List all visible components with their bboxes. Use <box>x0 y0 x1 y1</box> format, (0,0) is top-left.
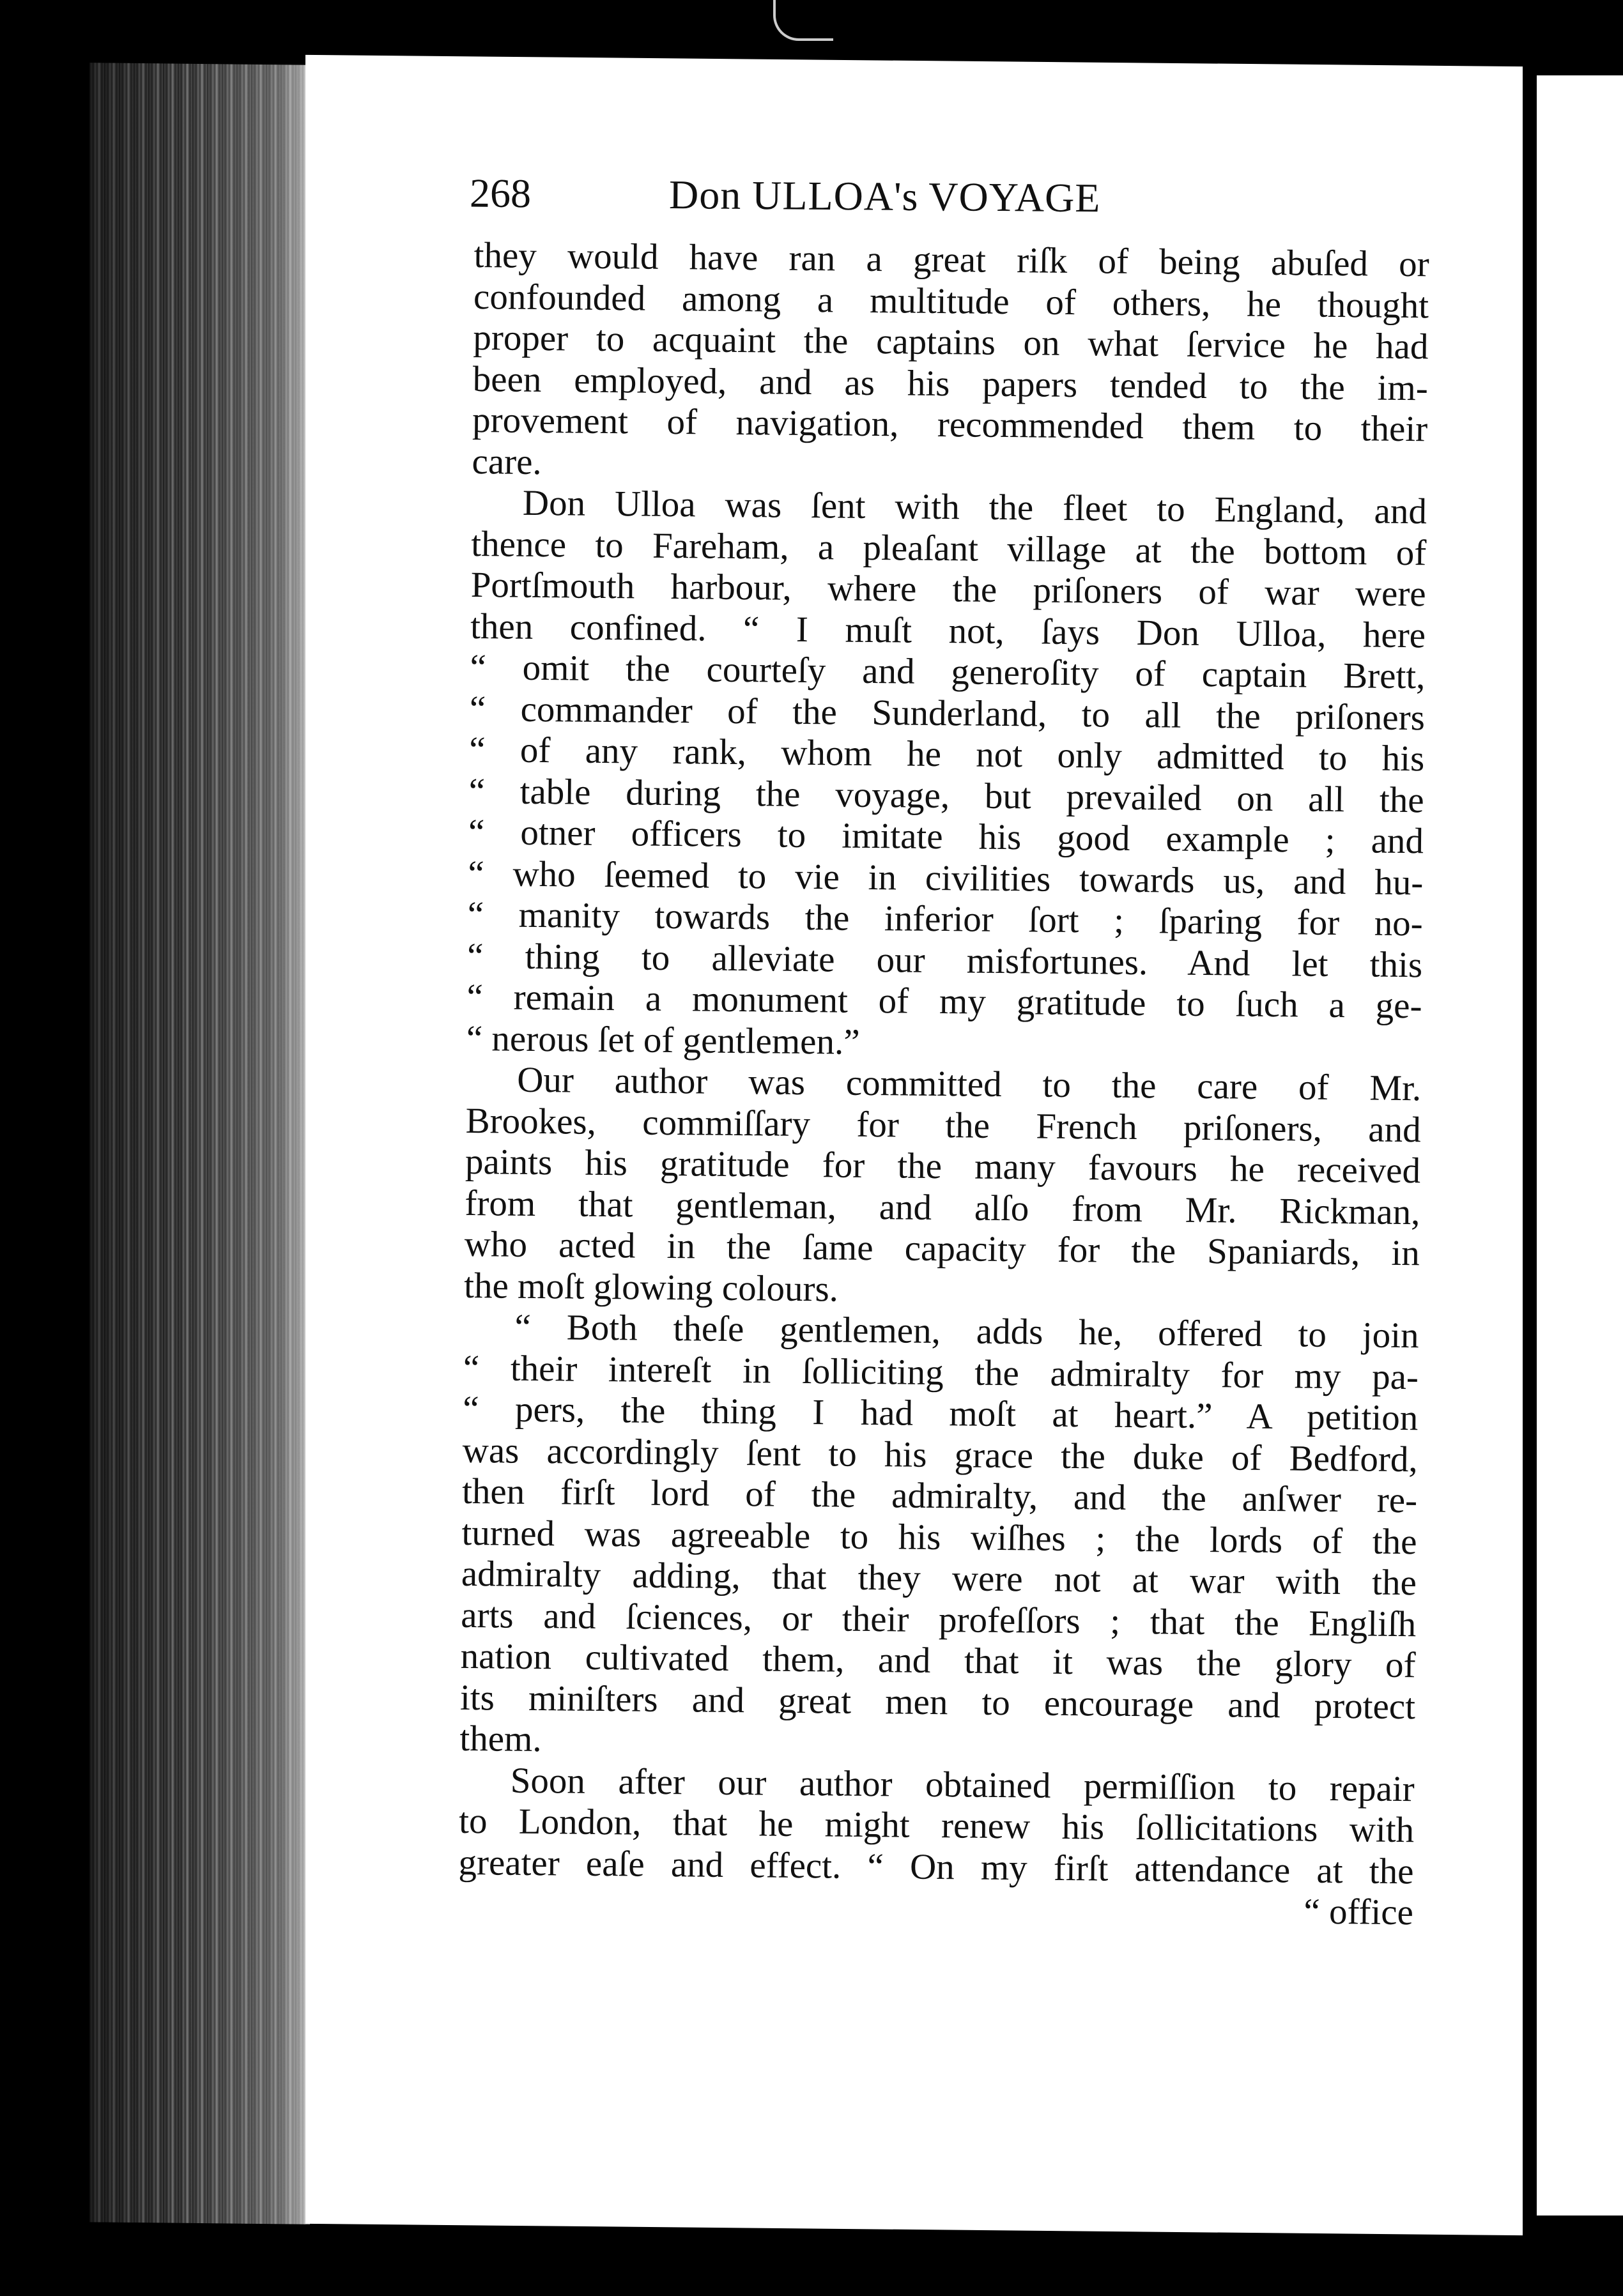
text-line: its miniſters and great men to encourage and protect <box>459 1677 1416 1727</box>
text-line: the moſt glowing colours. <box>463 1265 839 1310</box>
text-line: “ thing to alleviate our misfortunes. And let this <box>466 935 1423 985</box>
text-line: was accordingly ſent to his grace the duke of Bedford, <box>462 1430 1418 1480</box>
text-line: Brookes, commiſſary for the French priſoners, and <box>465 1100 1421 1150</box>
text-line: care. <box>472 441 542 482</box>
text-line: then confined. “ I muſt not, ſays Don Ulloa, here <box>470 606 1426 655</box>
text-line: paints his gratitude for the many favours he received <box>465 1141 1421 1191</box>
text-line: “ manity towards the inferior ſort ; ſparing for no- <box>467 894 1424 944</box>
text-line: Portſmouth harbour, where the priſoners of war were <box>470 564 1426 615</box>
page-number: 268 <box>469 170 532 217</box>
text-line: to London, that he might renew his ſollicitations with <box>458 1800 1415 1851</box>
text-line: “ commander of the Sunderland, to all the priſoners <box>469 688 1426 738</box>
text-line: them. <box>459 1718 542 1760</box>
catchword: “ office <box>1304 1891 1414 1933</box>
running-head <box>470 168 1358 226</box>
text-line: admiralty adding, that they were not at war with the <box>461 1553 1417 1603</box>
book-gutter <box>1523 70 1538 2230</box>
text-line: “ nerous ſet of gentlemen.” <box>466 1018 860 1062</box>
text-line: “ otner officers to imitate his good example ; and <box>468 811 1424 862</box>
text-line: from that gentleman, and alſo from Mr. Rickman, <box>465 1182 1420 1232</box>
text-line: they would have ran a great riſk of being abuſed or <box>473 235 1429 285</box>
text-line: Our author was committed to the care of Mr. <box>517 1059 1422 1109</box>
running-head-title: Don ULLOA's VOYAGE <box>668 171 1101 221</box>
text-line: “ of any rank, whom he not only admitted to his <box>468 729 1425 779</box>
text-line: “ table during the voyage, but prevailed on all the <box>468 770 1424 820</box>
text-line: nation cultivated them, and that it was the glory of <box>460 1635 1416 1686</box>
text-line: Don Ulloa was ſent with the fleet to England, and <box>522 482 1427 532</box>
text-line: “ pers, the thing I had moſt at heart.” A petition <box>463 1388 1419 1439</box>
text-line: “ remain a monument of my gratitude to ſuch a ge- <box>466 976 1422 1027</box>
text-line: “ Both theſe gentlemen, adds he, offered to join <box>514 1306 1419 1356</box>
body-text <box>458 235 1429 1934</box>
text-line: confounded among a multitude of others, he thought <box>473 276 1429 326</box>
text-line: proper to acquaint the captains on what ſervice he had <box>473 317 1429 367</box>
text-line: greater eaſe and effect. “ On my firſt attendance at the <box>458 1842 1414 1892</box>
facing-page-sliver <box>1537 75 1623 2216</box>
text-line: provement of navigation, recommended them to their <box>472 399 1428 450</box>
text-line: thence to Fareham, a pleaſant village at the bottom of <box>471 523 1427 573</box>
text-line: been employed, and as his papers tended to the im- <box>472 358 1429 408</box>
book-page-edge-shading <box>89 63 310 2224</box>
paper-fold-mark <box>773 0 833 41</box>
text-line: “ who ſeemed to vie in civilities towards us, and hu- <box>468 853 1424 903</box>
text-line: Soon after our author obtained permiſſion to repair <box>510 1760 1415 1809</box>
text-line: “ their intereſt in ſolliciting the admiralty for my pa- <box>463 1347 1419 1397</box>
text-line: who acted in the ſame capacity for the Spaniards, in <box>464 1223 1420 1274</box>
text-line: then firſt lord of the admiralty, and the anſwer re- <box>461 1471 1418 1521</box>
text-line: “ omit the courteſy and generoſity of captain Brett, <box>470 647 1426 697</box>
text-line: turned was agreeable to his wiſhes ; the lords of the <box>461 1512 1417 1562</box>
text-line: arts and ſciences, or their profeſſors ; that the Engliſh <box>460 1595 1417 1644</box>
